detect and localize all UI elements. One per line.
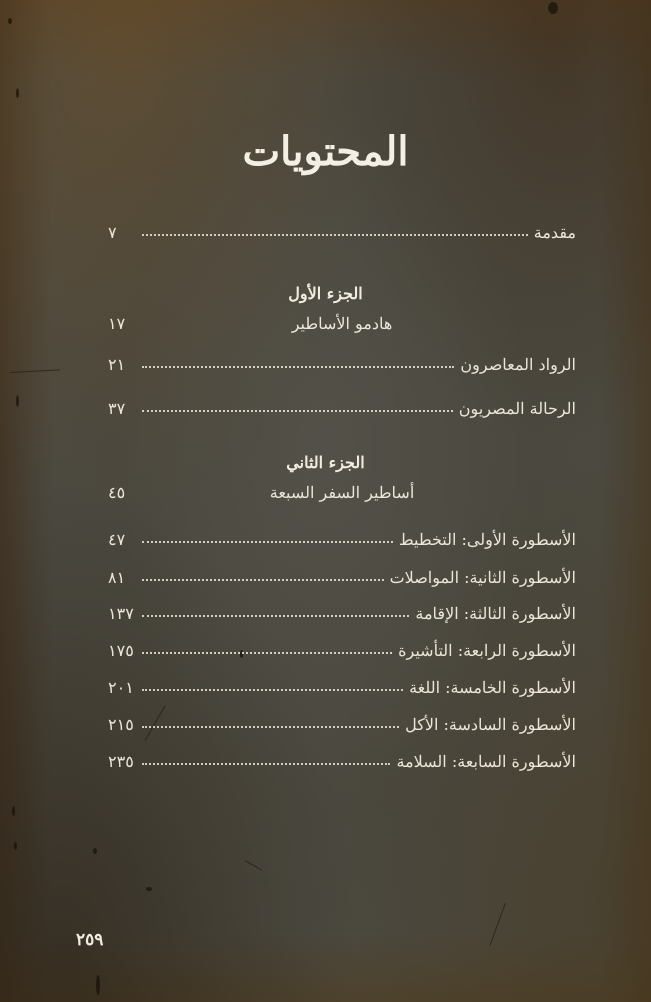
part-two-subtitle: أساطير السفر السبعة xyxy=(269,483,415,502)
toc-entry-label: مقدمة xyxy=(533,223,576,242)
toc-entry[interactable] xyxy=(108,634,576,660)
toc-entry-label: الأسطورة السادسة: الأكل xyxy=(405,715,576,734)
toc-entry[interactable] xyxy=(108,708,576,734)
toc-entry[interactable] xyxy=(108,523,576,549)
toc-entry[interactable] xyxy=(108,745,576,771)
part-one-subtitle: هادمو الأساطير xyxy=(291,314,393,333)
dot-leader xyxy=(142,689,403,691)
part-two-heading: الجزء الثاني xyxy=(286,453,365,472)
toc-entry-page: ٤٧ xyxy=(108,530,126,549)
toc-entry-page: ٢١ xyxy=(108,355,126,374)
dot-leader xyxy=(142,763,390,765)
part-two-subtitle-page: ٤٥ xyxy=(108,483,126,502)
part-one-heading: الجزء الأول xyxy=(288,284,363,303)
toc-entry-label: الرحالة المصريون xyxy=(458,399,576,418)
page-number: ٢٥٩ xyxy=(76,930,104,950)
toc-entry-page: ٣٧ xyxy=(108,399,126,418)
toc-entry-intro[interactable] xyxy=(108,216,576,242)
toc-entry-label: الأسطورة الرابعة: التأشيرة xyxy=(398,641,576,660)
part-two-subtitle-row[interactable] xyxy=(108,483,576,509)
part-one-subtitle-row[interactable] xyxy=(108,314,576,340)
dot-leader xyxy=(142,726,399,728)
toc-entry-label: الأسطورة الأولى: التخطيط xyxy=(398,530,576,549)
toc-entry-page: ٢١٥ xyxy=(108,715,134,734)
toc-entry-label: الأسطورة الثانية: المواصلات xyxy=(389,568,576,587)
toc-entry-label: الأسطورة الثالثة: الإقامة xyxy=(415,604,576,623)
page-title: المحتويات xyxy=(242,128,409,175)
toc-entry[interactable] xyxy=(108,392,576,418)
dot-leader xyxy=(142,615,409,617)
dot-leader xyxy=(142,234,528,236)
toc-entry-page: ١٣٧ xyxy=(108,604,134,623)
dot-leader xyxy=(142,579,384,581)
toc-entry-page: ٢٣٥ xyxy=(108,752,134,771)
toc-entry-label: الأسطورة الخامسة: اللغة xyxy=(409,678,576,697)
dot-leader xyxy=(142,366,454,368)
toc-entry-label: الرواد المعاصرون xyxy=(460,355,576,374)
toc-entry[interactable] xyxy=(108,348,576,374)
toc-entry-page: ٨١ xyxy=(108,568,126,587)
toc-entry-page: ١٧٥ xyxy=(108,641,134,660)
toc-entry-label: الأسطورة السابعة: السلامة xyxy=(396,752,576,771)
toc-entry[interactable] xyxy=(108,671,576,697)
toc-entry[interactable] xyxy=(108,597,576,623)
dot-leader xyxy=(142,410,453,412)
part-one-subtitle-page: ١٧ xyxy=(108,314,126,333)
dot-leader xyxy=(142,652,392,654)
dot-leader xyxy=(142,541,393,543)
toc-entry-page: ٧ xyxy=(108,223,117,242)
toc-entry-page: ٢٠١ xyxy=(108,678,134,697)
toc-entry[interactable] xyxy=(108,561,576,587)
